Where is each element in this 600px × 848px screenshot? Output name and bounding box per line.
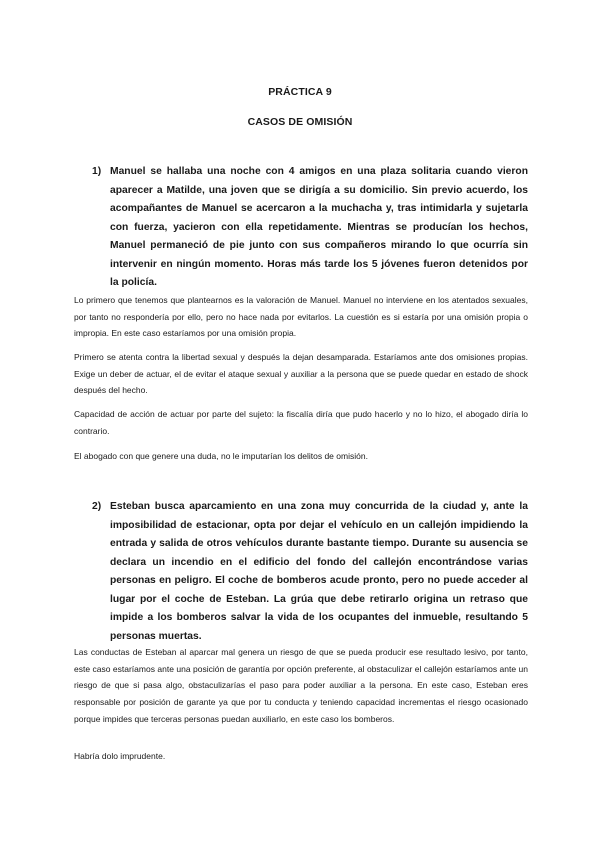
page-title: PRÁCTICA 9 <box>268 86 332 98</box>
case-2-number: 2) <box>92 501 102 512</box>
case-1-text: Manuel se hallaba una noche con 4 amigos en una plaza solitaria cuando vieron aparecer a Matilde, una joven que se dirigía a su domicilio. Sin previo acuerdo, los acompañantes de Manuel se acercaron a la muchacha y, tras intimidarla y sujetarla con fuerza, yacieron con ella repetidamente. Mientras se producían los hechos, Manuel permaneció de pie junto con sus compañeros mirando lo que ocurría sin intervenir en ningún momento. Horas más tarde los 5 jóvenes fueron detenidos por la policía. <box>110 166 528 288</box>
page-subtitle: CASOS DE OMISIÓN <box>247 116 353 128</box>
case-2-text: Esteban busca aparcamiento en una zona muy concurrida de la ciudad y, ante la imposibilidad de estacionar, opta por dejar el vehículo en un callejón impidiendo la entrada y salida de otros vehículos durante bastante tiempo. Durante su ausencia se declara un incendio en el edificio del fondo del callejón encontrándose varias personas en peligro. El coche de bomberos acude pronto, pero no puede acceder al lugar por el coche de Esteban. La grúa que debe retirarlo origina un retraso que impide a los bomberos salvar la vida de los ocupantes del inmueble, resultando 5 personas muertas. <box>110 501 528 642</box>
case-1-answer-2: Primero se atenta contra la libertad sexual y después la dejan desamparada. Estaríamos ante dos omisiones propias. Exige un deber de actuar, el de evitar el ataque sexual y auxiliar a la persona que se puede quedar en estado de shock después del hecho. <box>74 352 528 396</box>
case-2-answer-2: Habría dolo imprudente. <box>74 751 166 761</box>
case-1-statement <box>92 163 528 293</box>
case-2-statement <box>92 498 528 646</box>
case-1-answer-3: Capacidad de acción de actuar por parte del sujeto: la fiscalía diría que pudo hacerlo y no lo hizo, el abogado diría lo contrario. <box>74 409 528 436</box>
case-2-answer-1: Las conductas de Esteban al aparcar mal genera un riesgo de que se pueda producir ese resultado lesivo, por tanto, este caso estaríamos ante una posición de garantía por opción preferente, al obstaculizar el callejón estaríamos ante un riesgo de que si pasa algo, obstaculizarías el paso para poder auxiliar a la persona. En este caso, Esteban eres responsable por posición de garante ya que por tu conducta y teniendo capacidad incrementas el riesgo ocasionado porque impides que terceras personas puedan auxiliarlo, en este caso los bomberos. <box>74 647 528 724</box>
case-1-answer-1: Lo primero que tenemos que plantearnos es la valoración de Manuel. Manuel no interviene en los atentados sexuales, por tanto no respondería por ello, pero no hace nada por evitarlos. La cuestión es si estaría por una omisión propia o impropia. En este caso estaríamos por una omisión propia. <box>74 295 528 339</box>
case-1-number: 1) <box>92 166 102 177</box>
case-1-answer-4: El abogado con que genere una duda, no le imputarían los delitos de omisión. <box>74 451 368 461</box>
